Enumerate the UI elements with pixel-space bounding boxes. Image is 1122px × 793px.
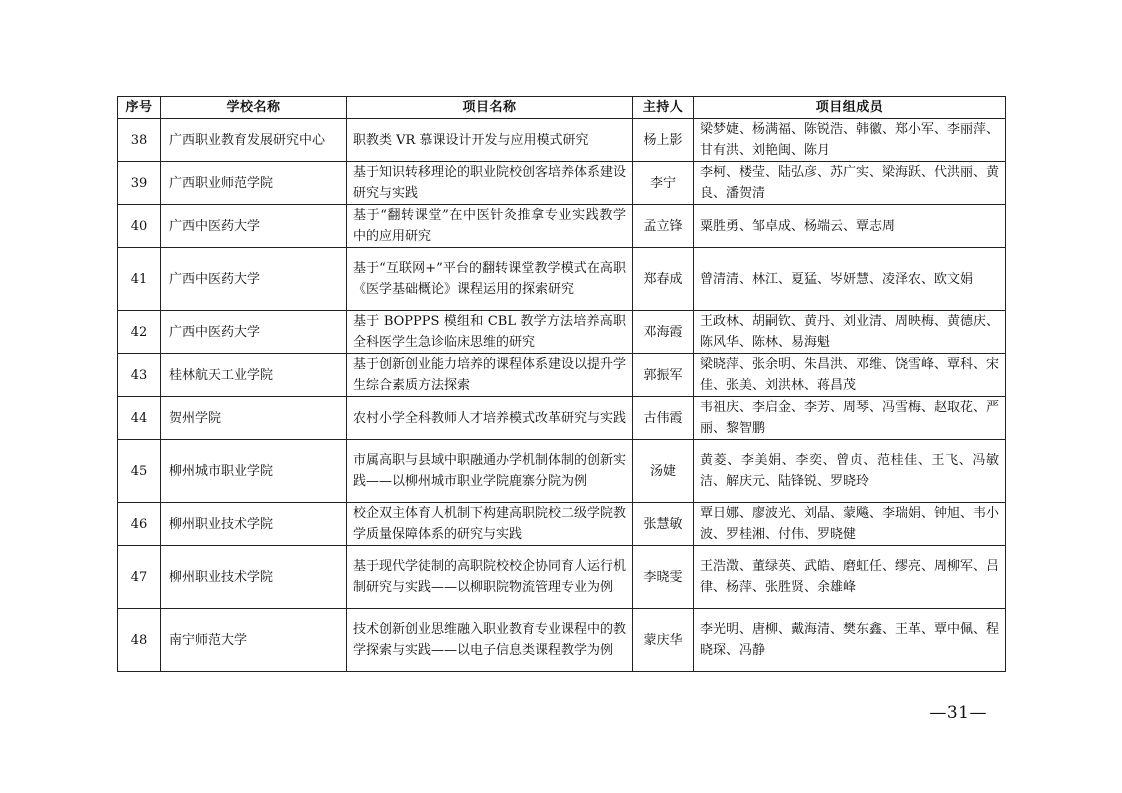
header-project: 项目名称 xyxy=(347,97,633,119)
row-no: 48 xyxy=(118,609,161,672)
table-row xyxy=(118,609,1006,672)
row-no: 41 xyxy=(118,248,161,311)
table-row xyxy=(118,440,1006,503)
row-project: 基于“翻转课堂”在中医针灸推拿专业实践教学中的应用研究 xyxy=(347,205,633,248)
page-number: —31— xyxy=(929,703,987,723)
row-school: 广西职业教育发展研究中心 xyxy=(161,119,347,162)
row-host: 张慧敏 xyxy=(633,503,694,546)
row-project: 职教类 VR 慕课设计开发与应用模式研究 xyxy=(347,119,633,162)
row-members: 粟胜勇、邹卓成、杨端云、覃志周 xyxy=(694,205,1006,248)
row-project: 农村小学全科教师人才培养模式改革研究与实践 xyxy=(347,397,633,440)
row-school: 柳州职业技术学院 xyxy=(161,503,347,546)
row-no: 45 xyxy=(118,440,161,503)
row-school: 广西中医药大学 xyxy=(161,248,347,311)
row-members: 黄菱、李美娟、李奕、曾贞、范桂佳、王飞、冯敏洁、解庆元、陆锋锐、罗晓玲 xyxy=(694,440,1006,503)
row-host: 古伟霞 xyxy=(633,397,694,440)
row-school: 桂林航天工业学院 xyxy=(161,354,347,397)
row-no: 40 xyxy=(118,205,161,248)
row-no: 43 xyxy=(118,354,161,397)
table-row xyxy=(118,119,1006,162)
row-members: 梁梦婕、杨满福、陈锐浩、韩徽、郑小军、李丽萍、甘有洪、刘艳闽、陈月 xyxy=(694,119,1006,162)
table-body xyxy=(118,119,1006,672)
table-row xyxy=(118,354,1006,397)
table-row xyxy=(118,248,1006,311)
header-members: 项目组成员 xyxy=(694,97,1006,119)
row-no: 38 xyxy=(118,119,161,162)
row-members: 曾清清、林江、夏猛、岑妍慧、凌泽农、欧文娟 xyxy=(694,248,1006,311)
header-school: 学校名称 xyxy=(161,97,347,119)
row-host: 蒙庆华 xyxy=(633,609,694,672)
row-project: 校企双主体育人机制下构建高职院校二级学院教学质量保障体系的研究与实践 xyxy=(347,503,633,546)
row-host: 汤婕 xyxy=(633,440,694,503)
row-members: 韦祖庆、李启金、李芳、周琴、冯雪梅、赵取花、严丽、黎智鹏 xyxy=(694,397,1006,440)
header-host: 主持人 xyxy=(633,97,694,119)
row-members: 覃日娜、廖波光、刘晶、蒙飚、李瑞娟、钟旭、韦小波、罗桂湘、付伟、罗晓健 xyxy=(694,503,1006,546)
row-no: 44 xyxy=(118,397,161,440)
row-no: 42 xyxy=(118,311,161,354)
row-project: 基于知识转移理论的职业院校创客培养体系建设研究与实践 xyxy=(347,162,633,205)
row-members: 王政林、胡嗣钦、黄丹、刘业清、周映梅、黄德庆、陈风华、陈林、易海魁 xyxy=(694,311,1006,354)
project-table xyxy=(117,96,1006,672)
row-school: 柳州职业技术学院 xyxy=(161,546,347,609)
row-members: 王浩澂、董绿英、武皓、磨虹任、缪亮、周柳军、吕律、杨萍、张胜贤、余雄峰 xyxy=(694,546,1006,609)
row-no: 46 xyxy=(118,503,161,546)
row-host: 杨上影 xyxy=(633,119,694,162)
row-host: 郭振军 xyxy=(633,354,694,397)
row-host: 李晓雯 xyxy=(633,546,694,609)
table-row xyxy=(118,311,1006,354)
row-project: 基于 BOPPPS 模组和 CBL 教学方法培养高职全科医学生急诊临床思维的研究 xyxy=(347,311,633,354)
row-school: 广西职业师范学院 xyxy=(161,162,347,205)
row-members: 李柯、楼莹、陆弘彦、苏广实、梁海跃、代洪丽、黄良、潘贺清 xyxy=(694,162,1006,205)
row-school: 贺州学院 xyxy=(161,397,347,440)
row-no: 39 xyxy=(118,162,161,205)
header-row xyxy=(118,97,1006,119)
row-members: 梁晓萍、张余明、朱昌洪、邓维、饶雪峰、覃科、宋佳、张美、刘洪林、蒋昌茂 xyxy=(694,354,1006,397)
table-row xyxy=(118,162,1006,205)
row-project: 技术创新创业思维融入职业教育专业课程中的教学探索与实践——以电子信息类课程教学为例 xyxy=(347,609,633,672)
row-project: 市属高职与县域中职融通办学机制体制的创新实践——以柳州城市职业学院鹿寨分院为例 xyxy=(347,440,633,503)
row-host: 李宁 xyxy=(633,162,694,205)
header-no: 序号 xyxy=(118,97,161,119)
row-project: 基于现代学徒制的高职院校校企协同育人运行机制研究与实践——以柳职院物流管理专业为例 xyxy=(347,546,633,609)
row-no: 47 xyxy=(118,546,161,609)
row-school: 柳州城市职业学院 xyxy=(161,440,347,503)
row-host: 孟立锋 xyxy=(633,205,694,248)
table-row xyxy=(118,503,1006,546)
row-school: 广西中医药大学 xyxy=(161,205,347,248)
row-school: 广西中医药大学 xyxy=(161,311,347,354)
row-host: 郑春成 xyxy=(633,248,694,311)
row-members: 李光明、唐柳、戴海清、樊东鑫、王革、覃中佩、程晓琛、冯静 xyxy=(694,609,1006,672)
row-project: 基于创新创业能力培养的课程体系建设以提升学生综合素质方法探索 xyxy=(347,354,633,397)
row-host: 邓海霞 xyxy=(633,311,694,354)
table-row xyxy=(118,397,1006,440)
table-row xyxy=(118,205,1006,248)
row-project: 基于“互联网+”平台的翻转课堂教学模式在高职《医学基础概论》课程运用的探索研究 xyxy=(347,248,633,311)
row-school: 南宁师范大学 xyxy=(161,609,347,672)
table-row xyxy=(118,546,1006,609)
table-header xyxy=(118,97,1006,119)
